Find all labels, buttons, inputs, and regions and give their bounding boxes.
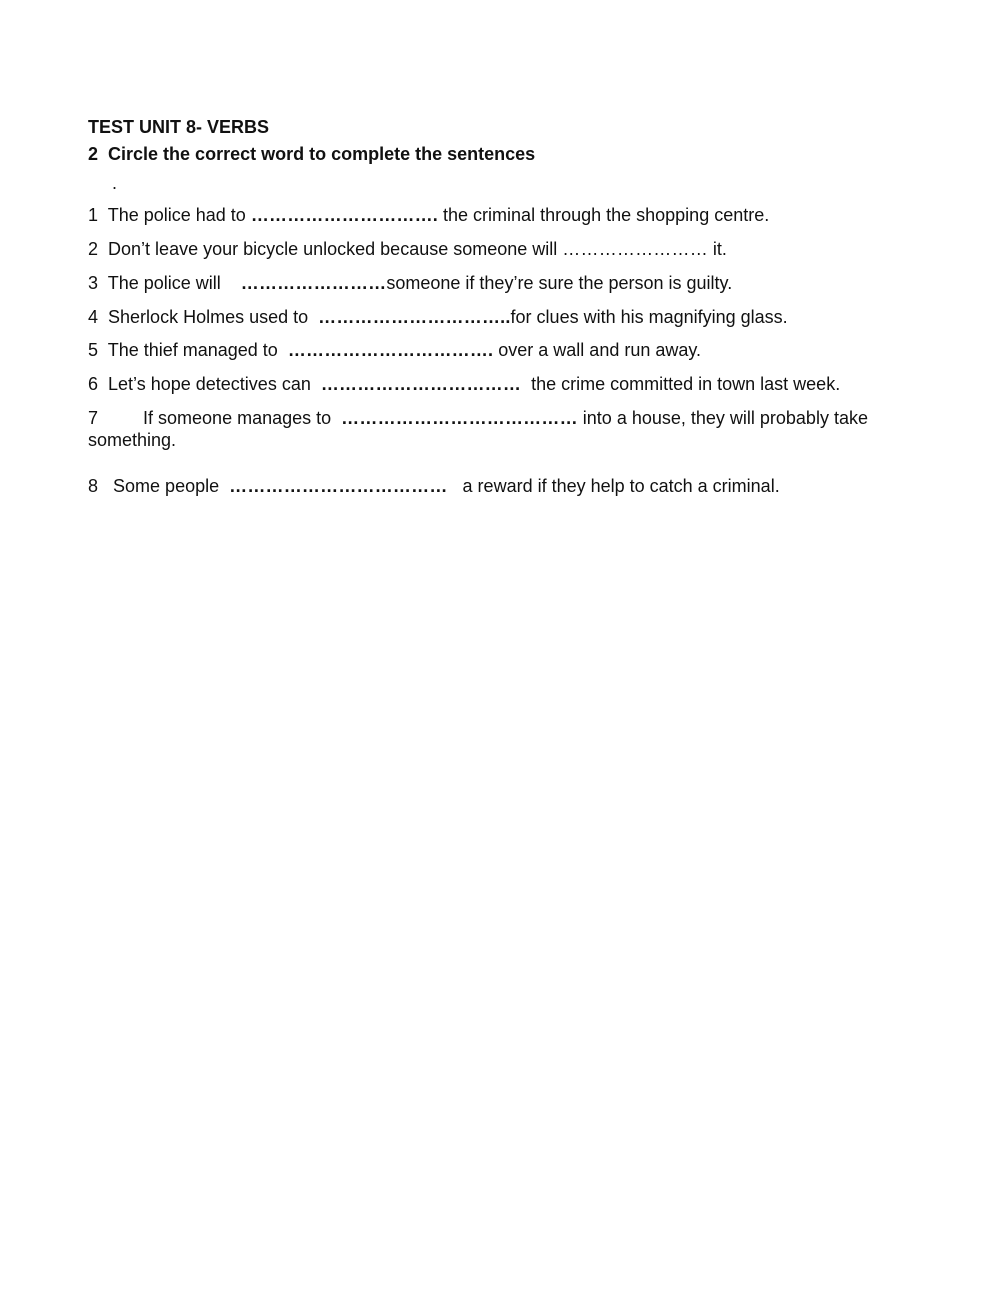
item-number: 8	[88, 476, 99, 496]
item-number: 2	[88, 239, 99, 259]
list-item	[88, 373, 840, 395]
list-item	[88, 407, 908, 451]
list-item	[88, 475, 780, 497]
answer-blank[interactable]: ……………………	[562, 239, 708, 259]
item-text-before: Sherlock Holmes used to	[108, 307, 309, 327]
instruction-text: Circle the correct word to complete the sentences	[108, 144, 536, 164]
item-text-after: for clues with his magnifying glass.	[510, 307, 788, 327]
item-text-after: the criminal through the shopping centre.	[443, 205, 770, 225]
item-text-after: the crime committed in town last week.	[531, 374, 841, 394]
item-text-before: Let’s hope detectives can	[108, 374, 311, 394]
list-item	[88, 339, 701, 361]
worksheet-title: TEST UNIT 8- VERBS	[88, 117, 270, 137]
list-item	[88, 306, 788, 328]
item-text-after: over a wall and run away.	[498, 340, 702, 360]
item-number: 4	[88, 307, 99, 327]
item-text-before: The thief managed to	[107, 340, 278, 360]
item-text-before: Some people	[113, 476, 220, 496]
item-text-after: it.	[712, 239, 727, 259]
item-text-before: If someone manages to	[143, 408, 332, 428]
instruction-number: 2	[88, 144, 99, 164]
item-number: 3	[88, 273, 99, 293]
item-text-before: Don’t leave your bicycle unlocked because someone will	[108, 239, 558, 259]
item-number: 6	[88, 374, 99, 394]
item-text-before: The police will	[107, 273, 221, 293]
answer-blank[interactable]: …………………………….	[287, 340, 494, 360]
answer-blank[interactable]: ……………………	[240, 273, 387, 293]
list-item	[88, 272, 732, 294]
item-number: 1	[88, 205, 99, 225]
instruction	[88, 143, 535, 165]
item-number: 7	[88, 408, 99, 428]
answer-blank[interactable]: …………………………………	[341, 408, 578, 428]
stray-dot: .	[112, 173, 118, 193]
answer-blank[interactable]: …………………………..	[318, 307, 511, 327]
item-text-after: someone if they’re sure the person is guilty.	[386, 273, 733, 293]
list-item	[88, 238, 727, 260]
item-text-before: The police had to	[107, 205, 246, 225]
item-text-after: into a house, they will probably take something.	[88, 408, 868, 450]
item-text-after: a reward if they help to catch a criminal.	[462, 476, 780, 496]
answer-blank[interactable]: ……………………………	[320, 374, 522, 394]
item-number: 5	[88, 340, 99, 360]
answer-blank[interactable]: ………………………………	[229, 476, 448, 496]
answer-blank[interactable]: ………………………….	[250, 205, 439, 225]
list-item	[88, 204, 769, 226]
